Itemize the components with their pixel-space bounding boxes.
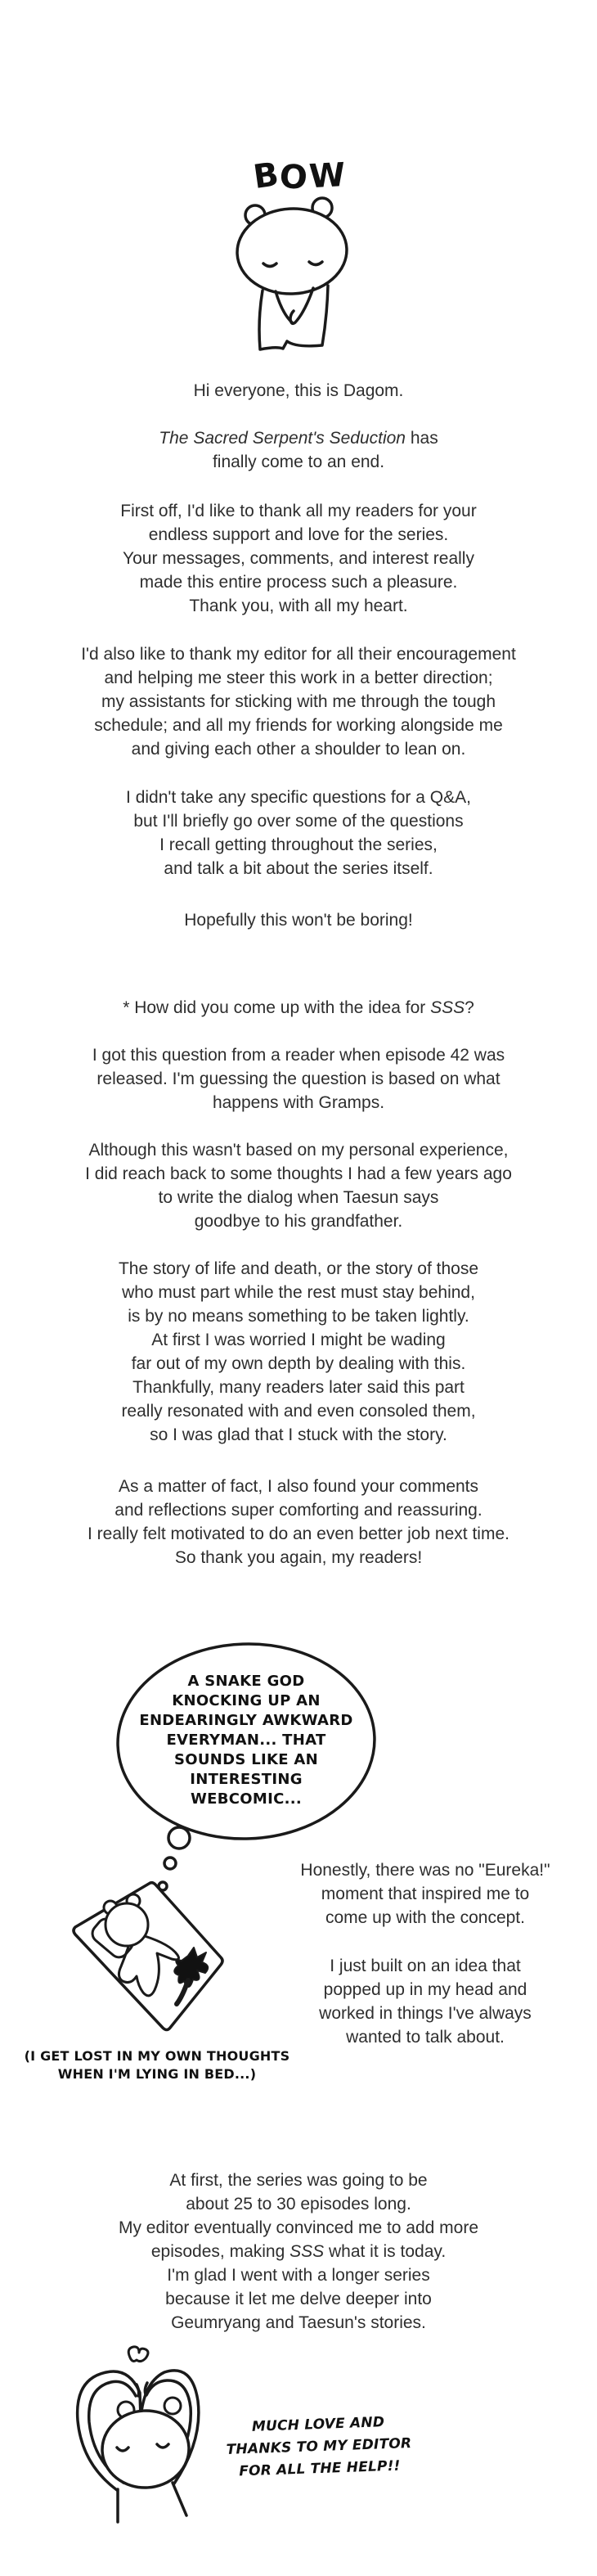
paragraph-answer-comments: [0, 1475, 597, 1569]
text-line: Thankfully, many readers later said this part: [132, 1378, 465, 1397]
bear-ear-icon: [164, 2398, 181, 2414]
text-line: endless support and love for the series.: [148, 525, 449, 544]
text-line: I really felt motivated to do an even better job next time.: [88, 1524, 509, 1543]
paragraph-hope: [0, 908, 597, 932]
text-line: and giving each other a shoulder to lean on.: [131, 740, 466, 759]
text-line: Hi everyone, this is Dagom.: [193, 381, 404, 400]
text-line: and helping me steer this work in a better direction;: [104, 669, 493, 687]
paragraph-qa-intro: [0, 786, 597, 880]
paragraph-question: [0, 996, 597, 1020]
text-line: I didn't take any specific questions for a Q&A,: [126, 788, 471, 807]
text-line: At first, the series was going to be: [169, 2171, 428, 2190]
paragraph-answer-origin: [0, 1043, 597, 1115]
paragraph-episodes: [0, 2168, 597, 2335]
text-line: who must part while the rest must stay behind,: [122, 1283, 475, 1302]
text-line: really resonated with and even consoled them,: [121, 1402, 476, 1421]
text-line: made this entire process such a pleasure.: [139, 573, 458, 592]
text-line: happens with Gramps.: [212, 1093, 385, 1112]
text-line: (I GET LOST IN MY OWN THOUGHTS: [24, 2048, 290, 2064]
text-line: ENDEARINGLY AWKWARD: [139, 1712, 353, 1729]
bed-doodle: [65, 1876, 245, 2039]
text-line: A SNAKE GOD: [187, 1673, 305, 1690]
text-line: INTERESTING: [190, 1771, 303, 1788]
text-line: Your messages, comments, and interest really: [123, 549, 474, 568]
text-line: Although this wasn't based on my personal experience,: [88, 1141, 509, 1160]
text-line: schedule; and all my friends for working alongside me: [94, 716, 503, 735]
text-line: Hopefully this won't be boring!: [184, 911, 413, 930]
text-line: goodbye to his grandfather.: [194, 1212, 403, 1231]
text-line: Geumryang and Taesun's stories.: [171, 2313, 426, 2332]
text-line: I'd also like to thank my editor for all their encouragement: [81, 645, 516, 664]
paragraph-concept: [270, 1858, 581, 1930]
text-line: Thank you, with all my heart.: [189, 597, 408, 615]
text-line: I just built on an idea that: [330, 1957, 521, 1975]
text-line: At first I was worried I might be wading: [151, 1331, 446, 1349]
text-line: but I'll briefly go over some of the questions: [133, 812, 464, 831]
text-line: come up with the concept.: [325, 1908, 525, 1927]
text-line: because it let me delve deeper into: [165, 2290, 432, 2308]
text-line: about 25 to 30 episodes long.: [186, 2195, 411, 2213]
paragraph-greeting: [0, 379, 597, 403]
series-title: The Sacred Serpent's Seduction: [159, 429, 406, 448]
text-line: I'm glad I went with a longer series: [167, 2266, 430, 2285]
text-line: My editor eventually convinced me to add more: [118, 2218, 479, 2237]
bear-head: [105, 1903, 148, 1946]
text-line: wanted to talk about.: [346, 2028, 505, 2047]
heart-icon: [128, 2347, 148, 2362]
paragraph-thanks-readers: [0, 499, 597, 618]
text-line: First off, I'd like to thank all my readers for your: [120, 502, 477, 520]
bow-sfx-text: [247, 155, 353, 198]
paragraph-thanks-team: [0, 642, 597, 761]
text-line: The story of life and death, or the story of those: [118, 1259, 479, 1278]
text-line: WEBCOMIC...: [190, 1790, 302, 1808]
text-line: [0, 996, 597, 1020]
text-line: my assistants for sticking with me through the tough: [101, 692, 496, 711]
text-line: As a matter of fact, I also found your comments: [118, 1477, 479, 1496]
editor-note-text: [204, 2410, 435, 2484]
text-line: worked in things I've always: [319, 2004, 532, 2023]
text-line: KNOCKING UP AN: [172, 1692, 321, 1709]
text-line: MUCH LOVE AND: [251, 2414, 385, 2435]
text-line: far out of my own depth by dealing with this.: [131, 1354, 466, 1373]
text-line: THANKS TO MY EDITOR: [226, 2435, 412, 2458]
text-span: has: [406, 429, 438, 448]
bed-caption-text: [22, 2047, 292, 2083]
text-line: moment that inspired me to: [321, 1885, 530, 1903]
text-line: EVERYMAN... THAT: [166, 1732, 326, 1749]
bowing-bear-doodle: [231, 201, 353, 355]
text-line: and talk a bit about the series itself.: [164, 859, 433, 878]
thought-bubble-text: [119, 1672, 374, 1809]
paragraph-answer-thoughts: [0, 1138, 597, 1233]
bow-letter: W: [308, 155, 348, 196]
text-line: is by no means something to be taken lightly.: [128, 1307, 469, 1326]
text-line: released. I'm guessing the question is based on what: [97, 1070, 500, 1088]
text-line: and reflections super comforting and reassuring.: [114, 1501, 483, 1520]
text-line: [0, 426, 597, 450]
text-line: I got this question from a reader when episode 42 was: [92, 1046, 505, 1065]
text-line: popped up in my head and: [323, 1980, 527, 1999]
thought-bubble-tail: [168, 1827, 190, 1849]
bow-letter: B: [250, 155, 283, 197]
text-span: ?: [465, 998, 474, 1017]
text-line: [0, 2240, 597, 2263]
heart-bear-doodle: [67, 2342, 206, 2527]
text-span: what it is today.: [324, 2242, 447, 2261]
text-line: Honestly, there was no "Eureka!": [300, 1861, 550, 1880]
bear-body: [173, 2483, 186, 2515]
paragraph-concept2: [270, 1954, 581, 2049]
text-line: I did reach back to some thoughts I had a few years ago: [85, 1164, 512, 1183]
text-span: * How did you come up with the idea for: [123, 998, 431, 1017]
text-span: episodes, making: [150, 2242, 290, 2261]
series-abbr: SSS: [430, 998, 465, 1017]
text-line: to write the dialog when Taesun says: [158, 1188, 439, 1207]
bow-letter: O: [278, 157, 311, 198]
text-line: SOUNDS LIKE AN: [174, 1751, 318, 1768]
text-line: WHEN I'M LYING IN BED...): [57, 2066, 257, 2082]
text-line: I recall getting throughout the series,: [159, 835, 438, 854]
text-line: so I was glad that I stuck with the story.: [150, 1425, 447, 1444]
paragraph-series-end: [0, 426, 597, 474]
paragraph-answer-theme: [0, 1257, 597, 1447]
series-abbr: SSS: [290, 2242, 325, 2261]
text-line: FOR ALL THE HELP!!: [238, 2457, 401, 2480]
text-line: So thank you again, my readers!: [174, 1548, 423, 1567]
text-line: finally come to an end.: [212, 453, 385, 471]
thought-bubble-tail: [164, 1858, 176, 1869]
